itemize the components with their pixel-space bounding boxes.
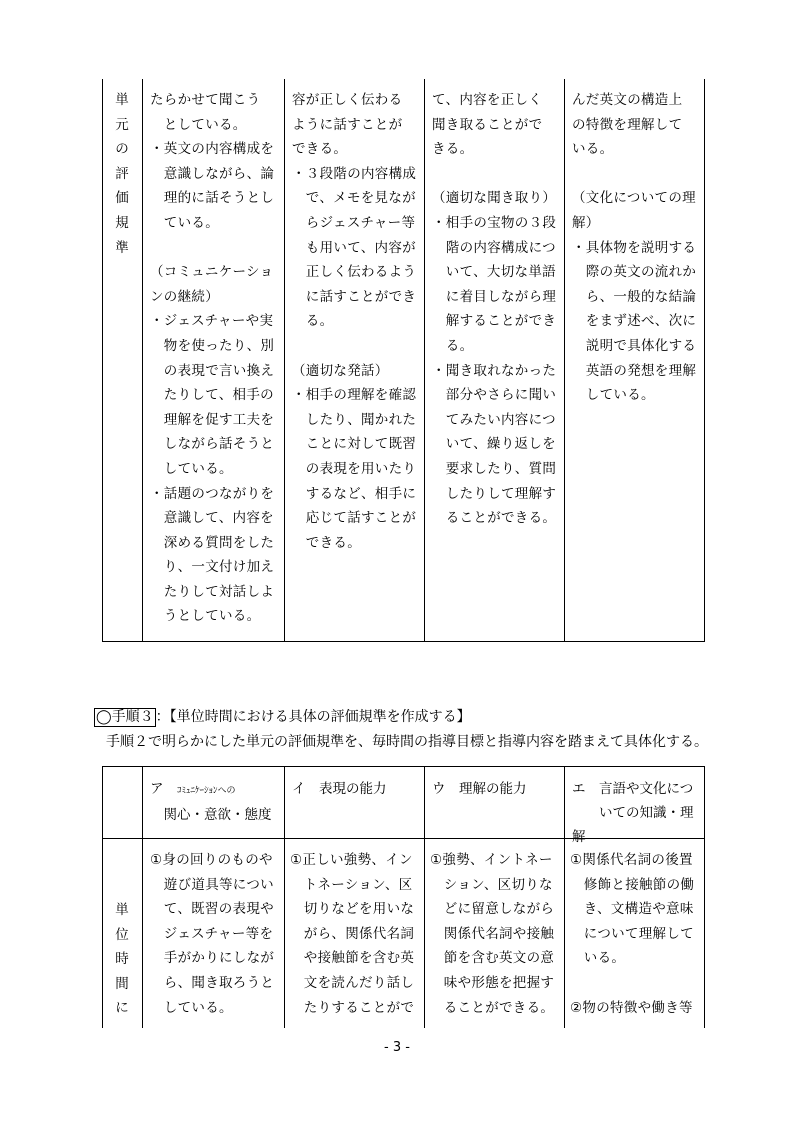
table-border-top — [102, 766, 705, 767]
table-divider — [284, 766, 285, 1028]
step-label: ◯手順３ — [96, 709, 154, 725]
unit-understanding-cell: ①強勢、イントネー ション、区切りな どに留意しながら 関係代名詞や接触 節を含む英文の意 味や形態を把握す ることができる。 — [430, 852, 555, 1016]
table-divider — [142, 79, 143, 642]
header-understanding: ウ 理解の能力 — [432, 781, 527, 797]
unit-knowledge-cell: ①関係代名詞の後置 修飾と接触節の働 き、文構造や意味 について理解して いる。 ②物の特徴や働き等 — [570, 852, 695, 1016]
unit-expression-cell: ①正しい強勢、イン トネーション、区 切りなどを用いな がら、関係代名詞 や接触節を含む英 文を読んだり話し たりすることがで — [290, 852, 415, 1016]
table-divider — [424, 79, 425, 642]
table-divider — [284, 79, 285, 642]
table-divider — [142, 766, 143, 1028]
unit-criteria-label: 単 元 の 評 価 規 準 — [115, 92, 129, 256]
unit-interest-cell: ①身の回りのものや 遊び道具等につい て、既習の表現や ジェスチャー等を 手がかりにしなが ら、聞き取ろうと している。 — [150, 852, 275, 1016]
unit-time-label: 単 位 時 間 に — [115, 902, 129, 1017]
table-border-right — [704, 766, 705, 1028]
header-interest: ア ｺﾐｭﾆｹｰｼｮﾝへの 関心・意欲・態度 — [150, 781, 272, 823]
step-title: ：【単位時間における具体の評価規準を作成する】 — [155, 709, 471, 725]
page-number: - 3 - — [384, 1040, 410, 1055]
step-description: 手順２で明らかにした単元の評価規準を、毎時間の指導目標と指導内容を踏まえて具体化する。 — [106, 734, 708, 750]
criteria-understanding-cell: て、内容を正しく 聞き取ることがで きる。 （適切な聞き取り） ・相手の宝物の３段 階の内容構成につ いて、大切な単語 に着目しながら理 解することができ る。 ・聞き取れなかった 部分やさらに聞い てみたい内容につ いて、繰り返しを 要求したり、質問 したりして理解す ることができる。 — [432, 92, 557, 527]
criteria-knowledge-cell: んだ英文の構造上 の特徴を理解して いる。 （文化についての理 解） ・具体物を説明する 際の英文の流れか ら、一般的な結論 をまず述べ、次に 説明で具体化する 英語の発想を理解 している。 — [572, 92, 697, 404]
table-border-right — [704, 79, 705, 642]
table-border-bottom — [102, 641, 705, 642]
step-heading — [94, 706, 471, 727]
header-knowledge: エ 言語や文化につ いての知識・理解 — [572, 781, 694, 845]
table-divider — [424, 766, 425, 1028]
table-divider — [564, 766, 565, 1028]
criteria-interest-cell: たらかせて聞こう としている。 ・英文の内容構成を 意識しながら、論 理的に話そうとし ている。 （コミュニケーショ ンの継続） ・ジェスチャーや実 物を使ったり、別 の表現で言い換え たりして、相手の 理解を促す工夫を しながら話そうと している。 ・話題のつながりを 意識して、内容を 深める質問をした り、一文付け加え たりして対話しよ うとしている。 — [150, 92, 275, 625]
table-divider — [564, 79, 565, 642]
criteria-expression-cell: 容が正しく伝わる ように話すことが できる。 ・３段階の内容構成 で、メモを見なが らジェスチャー等 も用いて、内容が 正しく伝わるよう に話すことができ る。 （適切な発話） ・相手の理解を確認 したり、聞かれた ことに対して既習 の表現を用いたり するなど、相手に 応じて話すことが できる。 — [292, 92, 417, 551]
header-expression: イ 表現の能力 — [292, 781, 387, 797]
